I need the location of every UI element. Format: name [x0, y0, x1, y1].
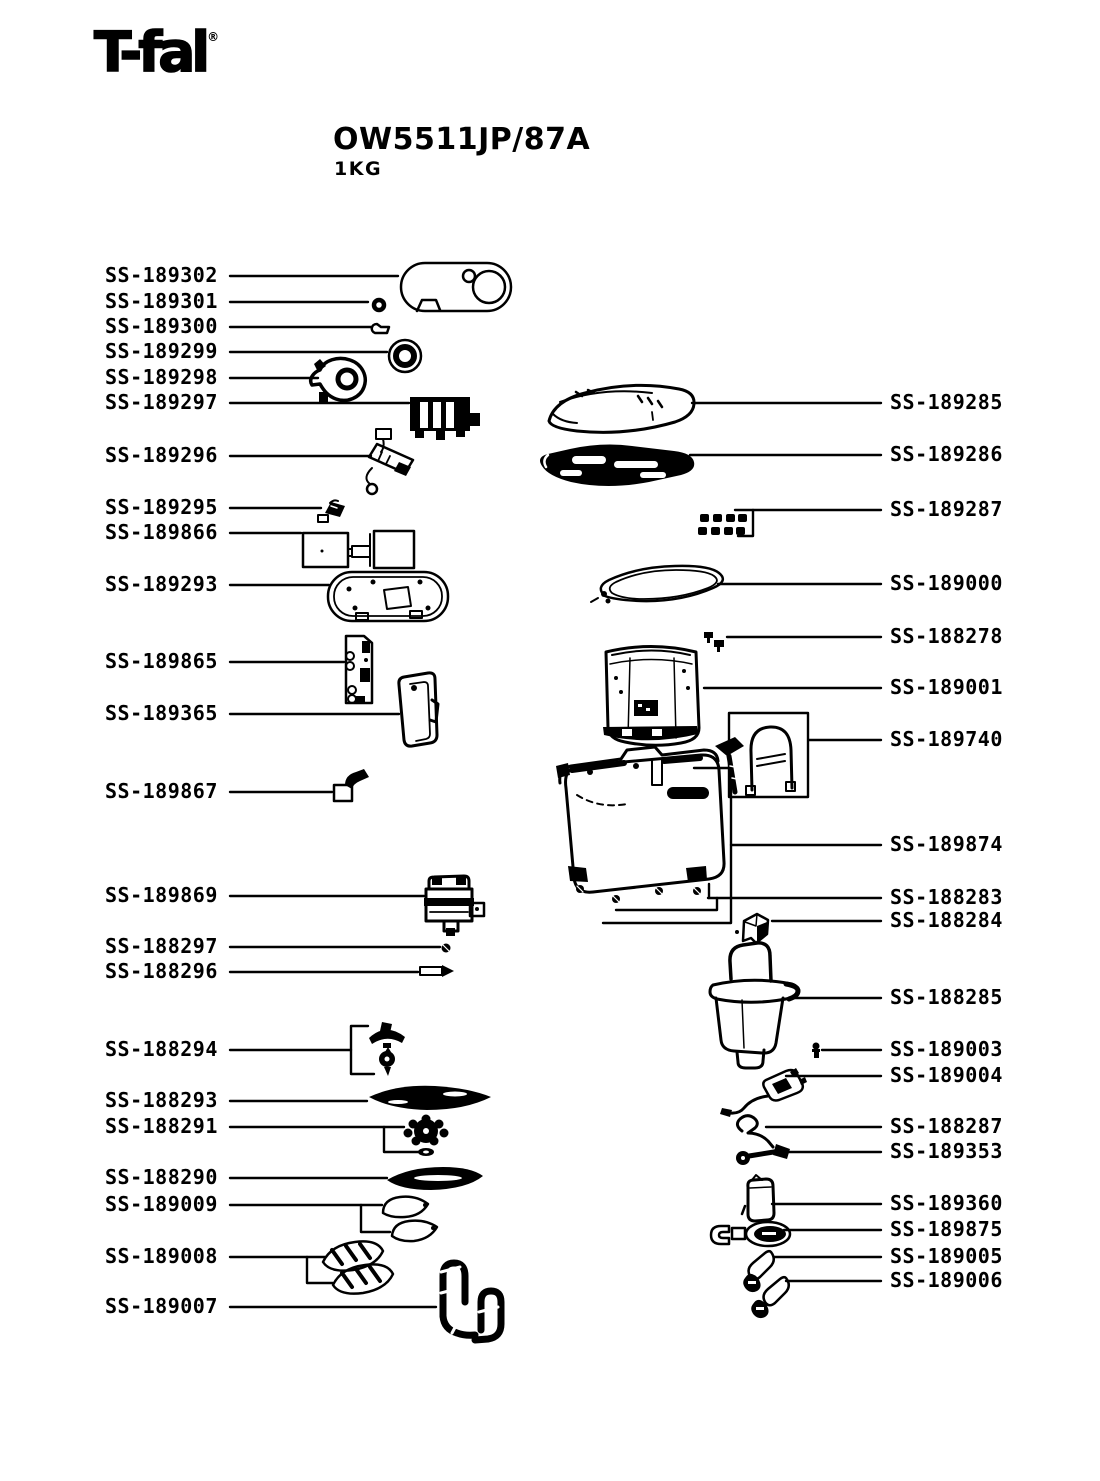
part-number-label: SS-189867 — [105, 779, 218, 803]
part-number-label: SS-189007 — [105, 1294, 218, 1318]
drawing-paddle-tool-1 — [743, 1251, 774, 1292]
drawing-lid-top — [549, 385, 694, 432]
part-number-label: SS-188285 — [890, 985, 1003, 1009]
drawing-grommet — [374, 300, 384, 310]
drawing-screw-foot — [812, 1043, 820, 1059]
drawing-kneading-paddles — [323, 1241, 393, 1293]
drawing-base-plate — [328, 572, 448, 621]
part-number-label: SS-189299 — [105, 339, 218, 363]
part-number-label: SS-189295 — [105, 495, 218, 519]
drawing-measuring-cup — [742, 1175, 774, 1221]
drawing-heater-block — [410, 397, 480, 440]
part-number-label: SS-189286 — [890, 442, 1003, 466]
drawing-blade-covers — [383, 1197, 437, 1242]
drawing-knob — [389, 340, 421, 372]
drawing-gear-washer — [404, 1115, 449, 1157]
drawing-lid-inner-frame — [540, 445, 694, 486]
part-number-label: SS-189874 — [890, 832, 1003, 856]
drawing-latch-piece — [735, 914, 768, 943]
drawing-hook-tool — [737, 1116, 773, 1147]
part-number-label: SS-189296 — [105, 443, 218, 467]
part-number-label: SS-189298 — [105, 365, 218, 389]
drawing-button-pads — [698, 514, 747, 535]
part-number-label: SS-189875 — [890, 1217, 1003, 1241]
part-number-label: SS-189740 — [890, 727, 1003, 751]
drawing-valve-assembly — [369, 1022, 405, 1076]
part-number-label: SS-188278 — [890, 624, 1003, 648]
drawing-hook-clip — [372, 324, 389, 333]
part-number-label: SS-188291 — [105, 1114, 218, 1138]
part-number-label: SS-189004 — [890, 1063, 1003, 1087]
part-number-label: SS-189003 — [890, 1037, 1003, 1061]
drawing-fan-blower — [311, 358, 366, 402]
drawing-drive-belt — [369, 1086, 491, 1110]
drawing-wire-handle — [441, 1263, 501, 1340]
drawing-inner-pot-housing — [603, 647, 699, 746]
capacity-subtitle: 1KG — [334, 158, 383, 180]
part-number-label: SS-188290 — [105, 1165, 218, 1189]
part-number-label: SS-189865 — [105, 649, 218, 673]
part-number-label: SS-188287 — [890, 1114, 1003, 1138]
registered-trademark: ® — [207, 30, 220, 44]
part-number-label: SS-189302 — [105, 263, 218, 287]
drawing-main-belt — [387, 1167, 483, 1190]
part-number-label: SS-189360 — [890, 1191, 1003, 1215]
part-number-label: SS-189005 — [890, 1244, 1003, 1268]
part-number-label: SS-189009 — [105, 1192, 218, 1216]
drawing-motor — [424, 876, 484, 936]
part-number-label: SS-188284 — [890, 908, 1003, 932]
part-number-label: SS-189285 — [890, 390, 1003, 414]
part-number-label: SS-189008 — [105, 1244, 218, 1268]
part-number-label: SS-189301 — [105, 289, 218, 313]
brand-logo-text: T-fal — [94, 20, 207, 84]
part-number-label: SS-189006 — [890, 1268, 1003, 1292]
drawing-transformer — [303, 531, 414, 568]
drawing-screw-small — [442, 944, 451, 953]
part-number-label: SS-189001 — [890, 675, 1003, 699]
part-number-label: SS-189297 — [105, 390, 218, 414]
part-number-label: SS-188297 — [105, 934, 218, 958]
part-number-label: SS-189300 — [105, 314, 218, 338]
drawing-measuring-spoon — [711, 1222, 790, 1246]
drawing-elbow-duct — [334, 769, 369, 801]
drawing-lid-hinge-plate — [401, 263, 511, 311]
part-number-label: SS-188294 — [105, 1037, 218, 1061]
drawing-window-gasket — [591, 566, 723, 604]
part-number-label: SS-188283 — [890, 885, 1003, 909]
part-number-label: SS-188293 — [105, 1088, 218, 1112]
part-number-label: SS-189353 — [890, 1139, 1003, 1163]
part-number-label: SS-188296 — [105, 959, 218, 983]
drawing-sensor-pcb-wire — [366, 429, 413, 494]
part-number-label: SS-189365 — [105, 701, 218, 725]
part-number-label: SS-189869 — [105, 883, 218, 907]
drawing-power-pcb — [346, 636, 372, 703]
drawing-pan-handle-kit — [715, 727, 795, 795]
drawing-power-cord-plug — [720, 1068, 807, 1117]
part-number-label: SS-189287 — [890, 497, 1003, 521]
part-number-label: SS-189866 — [105, 520, 218, 544]
drawing-shaft-link — [736, 1144, 790, 1165]
drawing-micro-connector — [318, 500, 345, 522]
part-number-label: SS-189293 — [105, 572, 218, 596]
part-number-label: SS-189000 — [890, 571, 1003, 595]
drawing-bread-pan — [710, 943, 798, 1068]
model-title: OW5511JP/87A — [333, 122, 591, 157]
drawing-roll-pin — [420, 965, 454, 977]
drawing-side-panel — [399, 673, 438, 746]
drawing-screw-pair — [704, 632, 724, 652]
